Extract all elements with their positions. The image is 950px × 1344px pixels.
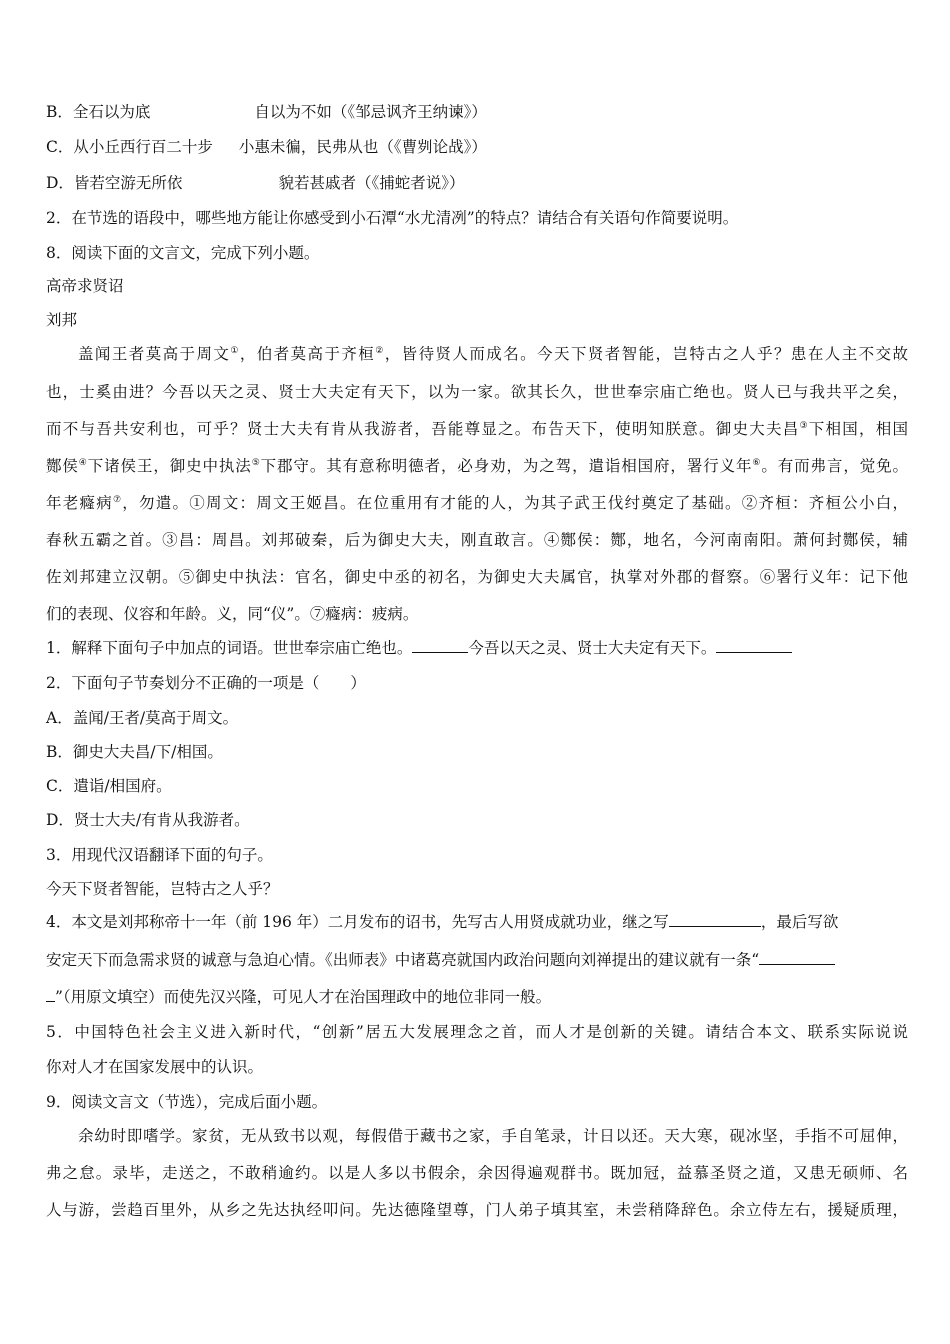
sub-question-3-sentence: 今天下贤者智能，岂特古之人乎？	[46, 880, 279, 898]
answer-blank[interactable]	[412, 638, 468, 653]
answer-blank[interactable]	[716, 638, 792, 653]
question-2: 2．在节选的语段中，哪些地方能让你感受到小石潭“水尤清冽”的特点？请结合有关语句作简要说明。	[46, 209, 739, 227]
sub-question-5: 5．中国特色社会主义进入新时代，“创新”居五大发展理念之首，而人才是创新的关键。请结合本文、联系实际说说	[46, 1023, 908, 1041]
question-9-intro: 9．阅读文言文（节选），完成后面小题。	[46, 1093, 328, 1111]
option-b: B．全石以为底 自以为不如（《邹忌讽齐王纳谏》）	[46, 103, 487, 121]
passage-line: 佐刘邦建立汉朝。⑤御史中执法：官名，御史中丞的初名，为御史大夫属官，执掌对外郡的督察。⑥署行义年：记下他	[46, 568, 908, 586]
passage-line: 们的表现、仪容和年龄。义，同“仪”。⑦癃病：疲病。	[46, 605, 419, 623]
passage-line: 弗之怠。录毕，走送之，不敢稍逾约。以是人多以书假余，余因得遍观群书。既加冠，益慕圣贤之道，又患无硕师、名	[46, 1164, 908, 1182]
sub-question-2-option-a: A．盖闻/王者/莫高于周文。	[46, 709, 239, 727]
sub-question-2-option-d: D．贤士大夫/有肯从我游者。	[46, 811, 250, 829]
answer-blank[interactable]	[669, 912, 761, 927]
sub-question-4-cont: ”（用原文填空）而使先汉兴隆，可见人才在治国理政中的地位非同一般。	[46, 987, 908, 1007]
passage-line: 也，士奚由进？今吾以天之灵、贤士大夫定有天下，以为一家。欲其长久，世世奉宗庙亡绝也。贤人已与我共平之矣，	[46, 383, 908, 401]
passage-line: 春秋五霸之首。③昌：周昌。刘邦破秦，后为御史大夫，刚直敢言。④酂侯：酂，地名，今河南南阳。萧何封酂侯，辅	[46, 531, 908, 549]
passage-line: 酂侯④下诸侯王，御史中执法⑤下郡守。其有意称明德者，必身劝，为之驾，遣诣相国府，署行义年⑥。有而弗言，觉免。	[46, 457, 908, 475]
passage-title: 高帝求贤诏	[46, 277, 124, 295]
sub-question-4-cont: 安定天下而急需求贤的诚意与急迫心情。《出师表》中诸葛亮就国内政治问题向刘禅提出的建议就有一条“	[46, 950, 908, 970]
passage-line: 盖闻王者莫高于周文①，伯者莫高于齐桓②，皆待贤人而成名。今天下贤者智能，岂特古之人乎？患在人主不交故	[78, 345, 908, 363]
option-d: D．皆若空游无所依 貌若甚戚者（《捕蛇者说》）	[46, 174, 465, 192]
passage-line: 而不与吾共安利也，可乎？贤士大夫有肯从我游者，吾能尊显之。布告天下，使明知朕意。御史大夫昌③下相国，相国	[46, 420, 908, 438]
sub-question-2-option-c: C．遣诣/相国府。	[46, 777, 172, 795]
passage-author: 刘邦	[46, 311, 78, 329]
passage-line: 余幼时即嗜学。家贫，无从致书以观，每假借于藏书之家，手自笔录，计日以还。天大寒，砚冰坚，手指不可屈伸，	[78, 1127, 908, 1145]
passage-line: 年老癃病⑦，勿遣。①周文：周文王姬昌。在位重用有才能的人，为其子武王伐纣奠定了基础。②齐桓：齐桓公小白，	[46, 494, 908, 512]
option-c: C．从小丘西行百二十步 小惠未徧，民弗从也（《曹刿论战》）	[46, 138, 487, 156]
sub-question-4: 4．本文是刘邦称帝十一年（前 196 年）二月发布的诏书，先写古人用贤成就功业，继之写 ，最后写欲	[46, 913, 839, 931]
question-8-intro: 8．阅读下面的文言文，完成下列小题。	[46, 244, 320, 262]
sub-question-5-cont: 你对人才在国家发展中的认识。	[46, 1058, 264, 1076]
sub-question-2: 2．下面句子节奏划分不正确的一项是（ ）	[46, 674, 366, 692]
sub-question-1: 1．解释下面句子中加点的词语。世世奉宗庙亡绝也。 今吾以天之灵、贤士大夫定有天下。	[46, 638, 908, 658]
answer-blank[interactable]	[46, 987, 55, 1002]
passage-line: 人与游，尝趋百里外，从乡之先达执经叩问。先达德隆望尊，门人弟子填其室，未尝稍降辞色。余立侍左右，援疑质理，	[46, 1201, 908, 1219]
answer-blank[interactable]	[759, 950, 835, 965]
sub-question-2-option-b: B．御史大夫昌/下/相国。	[46, 743, 223, 761]
sub-question-3: 3．用现代汉语翻译下面的句子。	[46, 846, 273, 864]
